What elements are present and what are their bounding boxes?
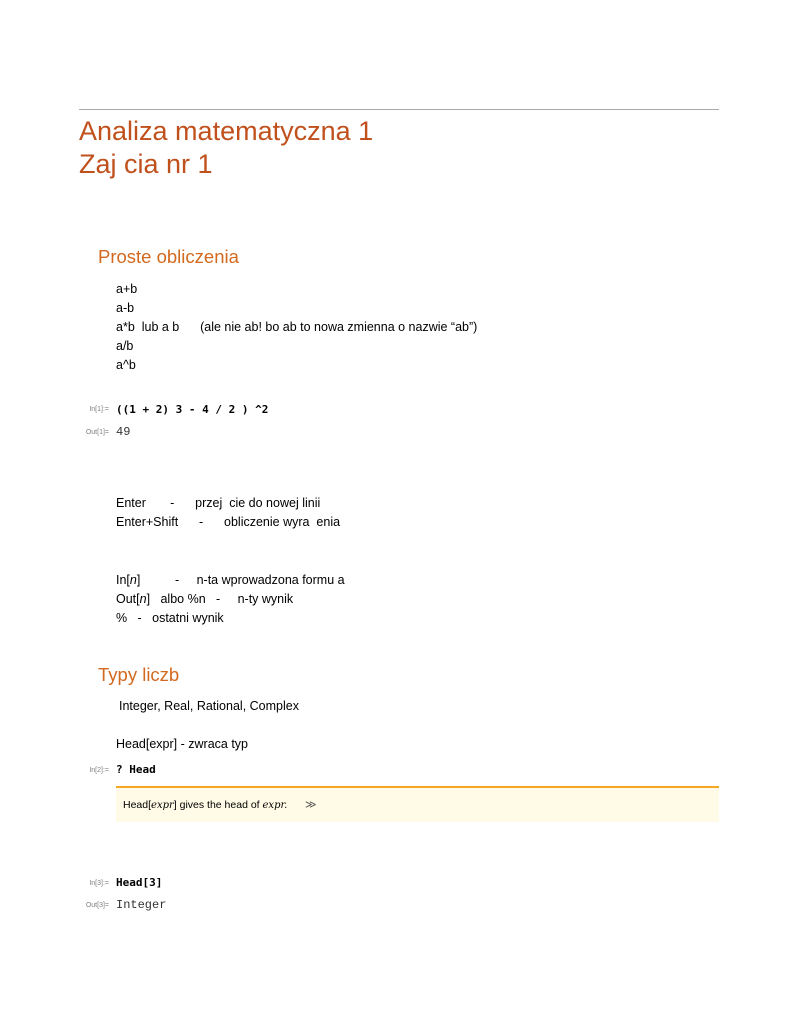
ref-out-n: n: [139, 592, 147, 606]
page-subtitle: Zaj cia nr 1: [79, 149, 213, 179]
ref-out-prefix: Out[: [116, 592, 140, 606]
info-box: [116, 786, 719, 822]
ref-in-prefix: In[: [116, 573, 130, 587]
input-cell-2[interactable]: ? Head: [116, 763, 156, 776]
ref-percent-line: % - ostatni wynik: [116, 611, 224, 625]
more-info-icon[interactable]: ≫: [305, 799, 317, 811]
out-label: Out[1]=: [85, 429, 109, 436]
section-heading-proste-obliczenia: Proste obliczenia: [98, 246, 239, 267]
op-line: a*b lub a b (ale nie ab! bo ab to nowa zmienna o nazwie “ab”): [116, 320, 478, 334]
input-cell-3[interactable]: Head[3]: [116, 876, 163, 889]
output-cell-3: Integer: [116, 898, 167, 912]
out-label: Out[3]=: [85, 902, 109, 909]
op-line: a^b: [116, 358, 136, 372]
title-rule: [79, 109, 719, 110]
ref-in-n: n: [129, 573, 137, 587]
in-label: In[3]:=: [89, 880, 109, 887]
section-heading-typy-liczb: Typy liczb: [98, 664, 180, 685]
in-label: In[1]:=: [89, 406, 109, 413]
input-cell-1[interactable]: ((1 + 2) 3 - 4 / 2 ) ^2: [116, 403, 269, 416]
info-expr: expr: [151, 800, 174, 811]
output-cell-1: 49: [116, 425, 131, 439]
info-pre: Head[: [123, 799, 152, 811]
ref-in-line: [116, 572, 345, 588]
op-line: a-b: [116, 301, 135, 315]
op-line: a/b: [116, 339, 134, 353]
info-mid: ] gives the head of: [173, 799, 263, 811]
ref-out-suffix: ] albo %n - n-ty wynik: [146, 592, 294, 606]
in-label: In[2]:=: [89, 767, 109, 774]
ref-in-suffix: ] - n-ta wprowadzona formu a: [136, 573, 345, 587]
info-text: [123, 798, 287, 813]
ref-out-line: [116, 591, 293, 607]
info-expr-2: expr.: [262, 800, 288, 811]
op-line: a+b: [116, 282, 138, 296]
key-enter-line: Enter - przej cie do nowej linii: [116, 496, 321, 510]
key-enter-shift-line: Enter+Shift - obliczenie wyra enia: [116, 515, 341, 529]
number-types-list: Integer, Real, Rational, Complex: [119, 699, 299, 713]
page-title: Analiza matematyczna 1: [79, 116, 374, 146]
head-description: Head[expr] - zwraca typ: [116, 737, 248, 751]
